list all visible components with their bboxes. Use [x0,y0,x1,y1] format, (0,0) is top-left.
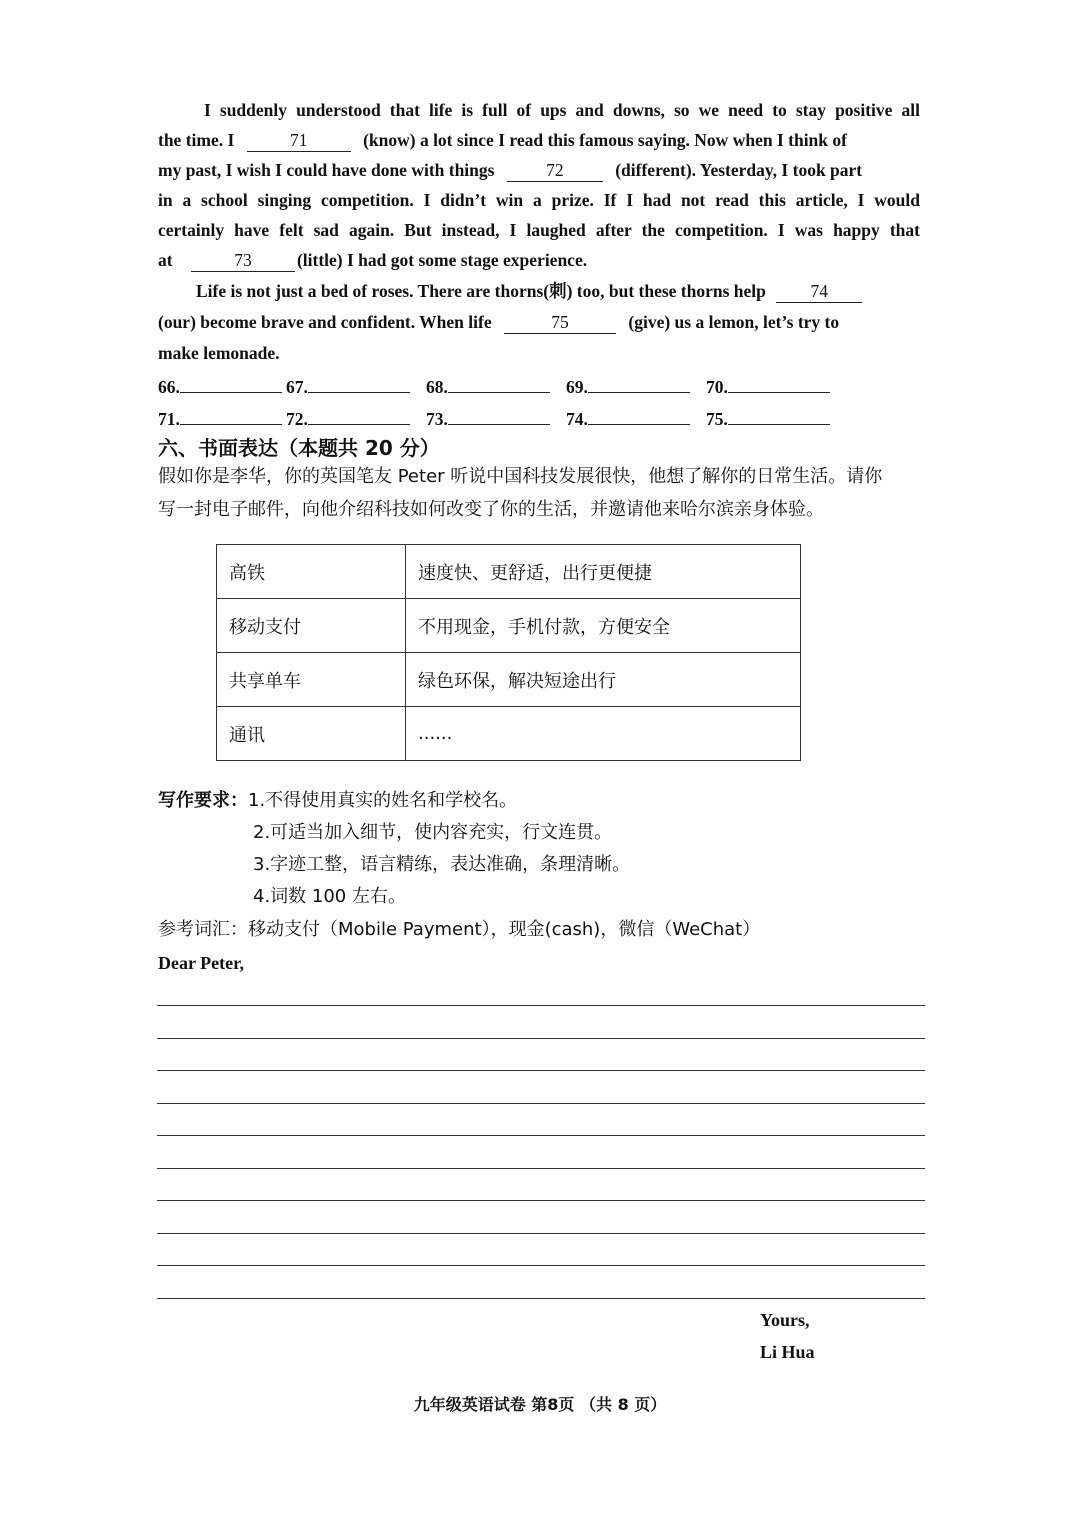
passage-line: at 73 (little) I had got some stage experience. [158,250,588,270]
letter-greeting: Dear Peter, [158,953,244,973]
answer-slot[interactable]: 67. [286,370,410,402]
passage-line: in a school singing competition. I didn’t win a prize. If I had not read this article, I would [158,190,920,210]
passage-line: certainly have felt sad again. But instead, I laughed after the competition. I was happy that [158,220,920,240]
table-cell-value: ...... [406,707,801,761]
writing-line[interactable] [157,1005,925,1006]
passage-line: make lemonade. [158,343,280,363]
page-footer: 九年级英语试卷 第8页 （共 8 页） [413,1395,667,1414]
requirements-3: 3.字迹工整，语言精练，表达准确，条理清晰。 [253,854,631,875]
vocabulary: 参考词汇：移动支付（Mobile Payment），现金(cash)，微信（WeChat） [158,919,761,940]
writing-line[interactable] [157,1038,925,1039]
table-cell-key: 高铁 [217,545,406,599]
table-cell-value: 绿色环保，解决短途出行 [406,653,801,707]
blank-73[interactable]: 73 [191,249,295,272]
requirements-label: 写作要求： [158,790,248,811]
requirements-4: 4.词数 100 左右。 [253,886,406,907]
section-heading: 六、书面表达（本题共 20 分） [158,436,440,460]
passage-line: (our) become brave and confident. When life 75 (give) us a lemon, let’s try to [158,312,840,332]
answer-slot[interactable]: 69. [566,370,690,402]
writing-line[interactable] [157,1200,925,1201]
table-cell-key: 通讯 [217,707,406,761]
answer-slot[interactable]: 75. [706,402,830,434]
writing-line[interactable] [157,1265,925,1266]
passage-line: the time. I 71 (know) a lot since I read this famous saying. Now when I think of [158,130,847,150]
tech-table [216,544,801,761]
letter-signature: Li Hua [760,1342,815,1362]
writing-line[interactable] [157,1168,925,1169]
letter-closing: Yours, [760,1310,810,1330]
answer-slot[interactable]: 66. [158,370,282,402]
table-cell-key: 共享单车 [217,653,406,707]
blank-74[interactable]: 74 [776,280,862,303]
requirements-2: 2.可适当加入细节，使内容充实，行文连贯。 [253,822,613,843]
writing-line[interactable] [157,1070,925,1071]
table-row [217,599,801,653]
writing-line[interactable] [157,1233,925,1234]
writing-line[interactable] [157,1298,925,1299]
requirements-1: 写作要求：1.不得使用真实的姓名和学校名。 [158,790,518,811]
answer-slot[interactable]: 71. [158,402,282,434]
blank-71[interactable]: 71 [247,129,351,152]
answer-slot[interactable]: 73. [426,402,550,434]
prompt-line-1: 假如你是李华，你的英国笔友 Peter 听说中国科技发展很快，他想了解你的日常生活。请你 [158,466,883,487]
answer-slot[interactable]: 68. [426,370,550,402]
prompt-line-2: 写一封电子邮件，向他介绍科技如何改变了你的生活，并邀请他来哈尔滨亲身体验。 [158,499,824,520]
writing-line[interactable] [157,1103,925,1104]
answer-slot[interactable]: 70. [706,370,830,402]
answer-slot[interactable]: 72. [286,402,410,434]
table-row [217,707,801,761]
table-row [217,545,801,599]
table-cell-value: 不用现金，手机付款，方便安全 [406,599,801,653]
writing-line[interactable] [157,1135,925,1136]
table-row [217,653,801,707]
passage-line: my past, I wish I could have done with things 72 (different). Yesterday, I took part [158,160,863,180]
blank-75[interactable]: 75 [504,311,616,334]
table-cell-key: 移动支付 [217,599,406,653]
answer-slot[interactable]: 74. [566,402,690,434]
passage-line: I suddenly understood that life is full of ups and downs, so we need to stay positive all [204,100,920,120]
passage-line: Life is not just a bed of roses. There are thorns(刺) too, but these thorns help 74 [196,276,920,306]
table-cell-value: 速度快、更舒适，出行更便捷 [406,545,801,599]
blank-72[interactable]: 72 [507,159,603,182]
